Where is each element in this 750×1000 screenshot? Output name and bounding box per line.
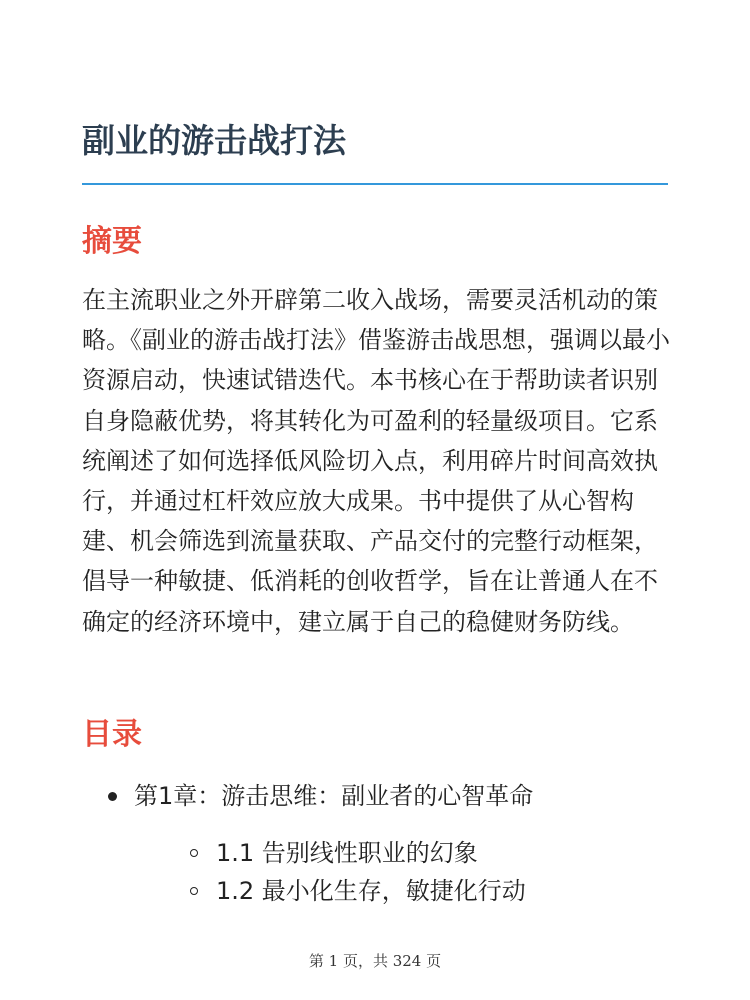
summary-heading: 摘要 <box>82 224 142 259</box>
toc-section-list <box>134 834 668 910</box>
table-of-contents <box>108 778 668 910</box>
summary-paragraph: 在主流职业之外开辟第二收入战场，需要灵活机动的策略。《副业的游击战打法》借鉴游击战思想，强调以最小资源启动，快速试错迭代。本书核心在于帮助读者识别自身隐蔽优势，将其转化为可盈利的轻量级项目。它系统阐述了如何选择低风险切入点，利用碎片时间高效执行，并通过杠杆效应放大成果。书中提供了从心智构建、机会筛选到流量获取、产品交付的完整行动框架，倡导一种敏捷、低消耗的创收哲学，旨在让普通人在不确定的经济环境中，建立属于自己的稳健财务防线。 <box>82 286 670 636</box>
toc-chapter-label: 第1章：游击思维：副业者的心智革命 <box>134 782 534 810</box>
circle-bullet-icon <box>190 849 198 857</box>
toc-section-label: 1.2 最小化生存，敏捷化行动 <box>216 877 526 905</box>
toc-heading: 目录 <box>82 717 142 752</box>
circle-bullet-icon <box>190 887 198 895</box>
toc-chapter-item[interactable] <box>108 778 668 910</box>
toc-section-item[interactable] <box>190 834 668 872</box>
toc-section-label: 1.1 告别线性职业的幻象 <box>216 839 478 867</box>
page-number: 第 1 页，共 324 页 <box>308 952 442 970</box>
toc-section-item[interactable] <box>190 872 668 910</box>
document-title: 副业的游击战打法 <box>82 121 346 160</box>
disc-bullet-icon <box>108 792 117 801</box>
title-divider <box>82 183 668 185</box>
